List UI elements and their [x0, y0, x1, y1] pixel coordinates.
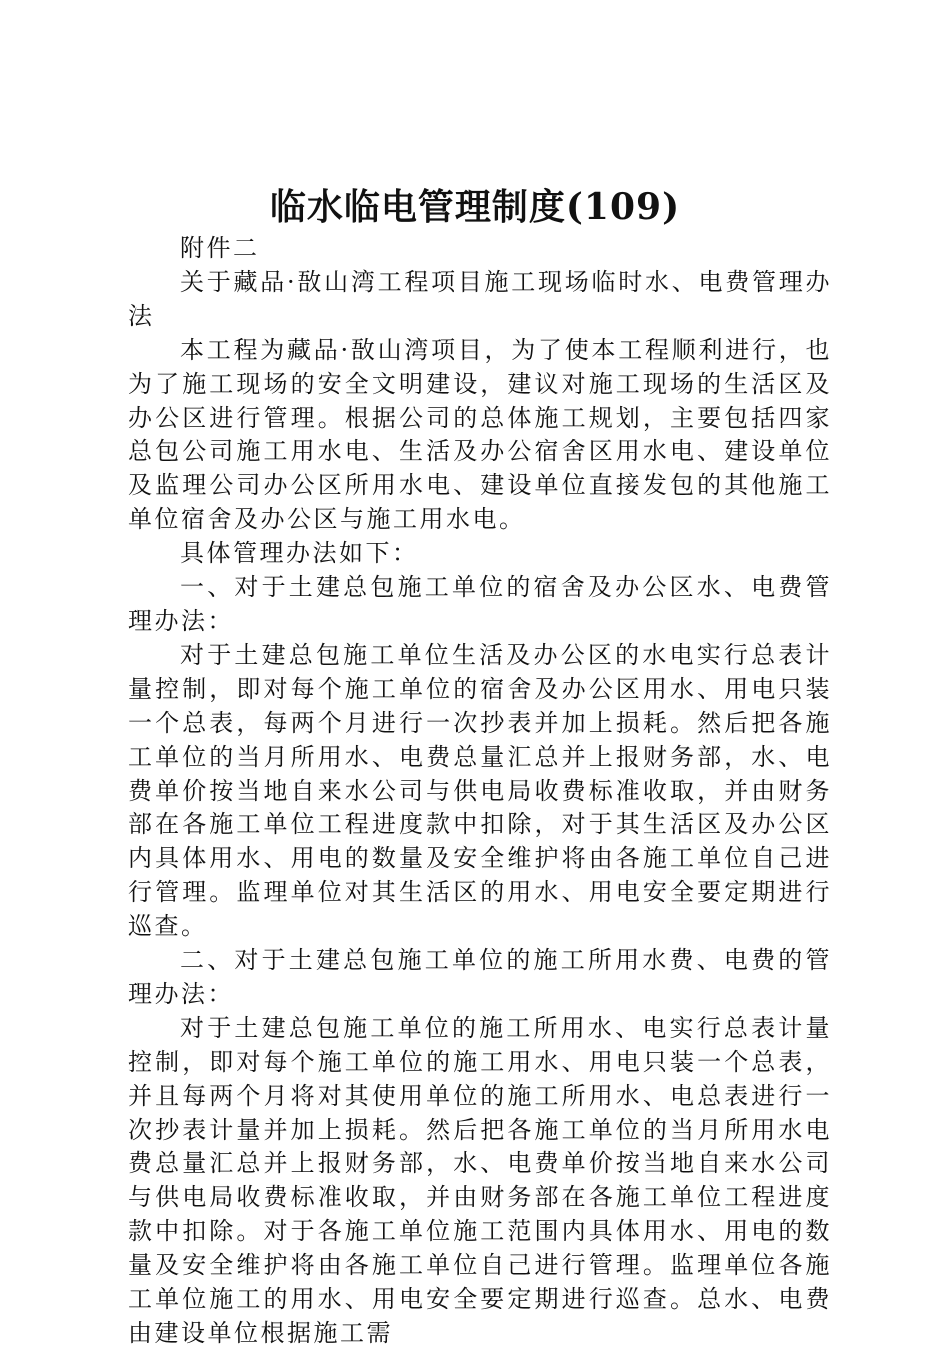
paragraph-section-1-heading: 一、对于土建总包施工单位的宿舍及办公区水、电费管理办法：: [128, 573, 832, 635]
paragraph-section-1-body: 对于土建总包施工单位生活及办公区的水电实行总表计量控制，即对每个施工单位的宿舍及办公区用水、用电只装一个总表，每两个月进行一次抄表并加上损耗。然后把各施工单位的当月所用水、电费总量汇总并上报财务部，水、电费单价按当地自来水公司与供电局收费标准收取，并由财务部在各施工单位工程进度款中扣除，对于其生活区及办公区内具体用水、用电的数量及安全维护将由各施工单位自己进行管理。监理单位对其生活区的用水、用电安全要定期进行巡查。: [128, 640, 832, 941]
document-title: 临水临电管理制度(109): [269, 186, 681, 228]
paragraph-measures-heading: 具体管理办法如下：: [180, 539, 419, 568]
paragraph-attachment-label: 附件二: [180, 234, 260, 262]
paragraph-subtitle: 关于藏品·敔山湾工程项目施工现场临时水、电费管理办法: [128, 267, 832, 330]
paragraph-section-2-heading: 二、对于土建总包施工单位的施工所用水费、电费的管理办法：: [128, 946, 832, 1008]
document-body: [128, 232, 832, 1351]
paragraph-intro: 本工程为藏品·敔山湾项目，为了使本工程顺利进行，也为了施工现场的安全文明建设，建议对施工现场的生活区及办公区进行管理。根据公司的总体施工规划，主要包括四家总包公司施工用水电、生活及办公宿舍区用水电、建设单位及监理公司办公区所用水电、建设单位直接发包的其他施工单位宿舍及办公区与施工用水电。: [128, 335, 832, 534]
paragraph-section-2-body: 对于土建总包施工单位的施工所用水、电实行总表计量控制，即对每个施工单位的施工用水、用电只装一个总表，并且每两个月将对其使用单位的施工所用水、电总表进行一次抄表计量并加上损耗。然后把各施工单位的当月所用水电费总量汇总并上报财务部，水、电费单价按当地自来水公司与供电局收费标准收取，并由财务部在各施工单位工程进度款中扣除。对于各施工单位施工范围内具体用水、用电的数量及安全维护将由各施工单位自己进行管理。监理单位各施工单位施工的用水、用电安全要定期进行巡查。总水、电费由建设单位根据施工需: [128, 1013, 832, 1347]
